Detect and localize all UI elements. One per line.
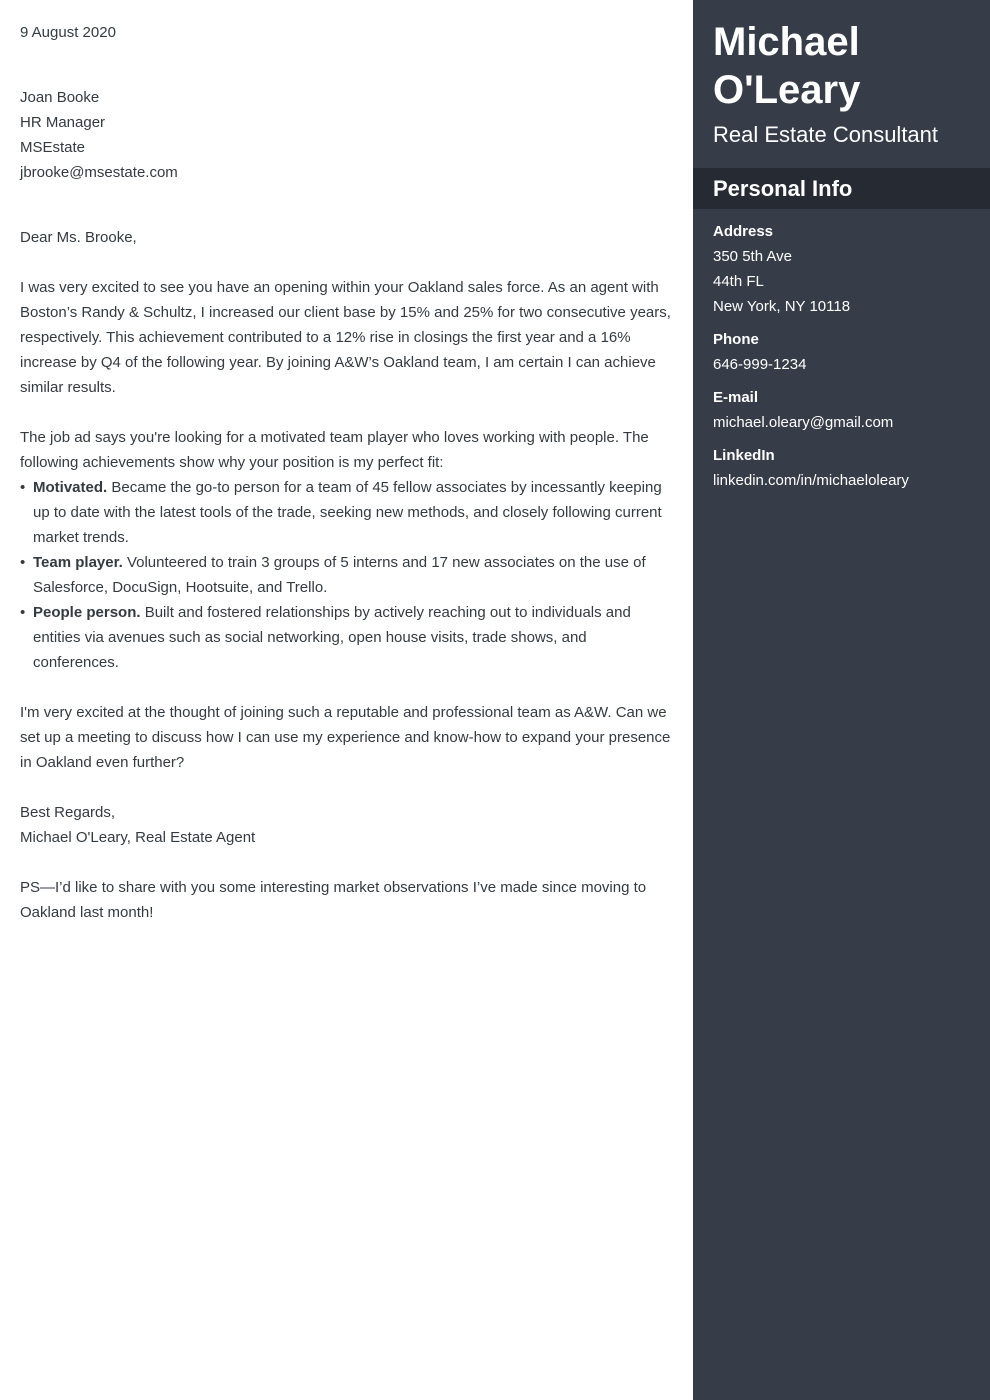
achievement-item [20,550,673,600]
applicant-role: Real Estate Consultant [713,122,939,147]
sidebar [693,0,990,1400]
linkedin-label: LinkedIn [713,447,775,464]
achievement-lead: Motivated. [33,479,108,496]
achievement-item [20,600,673,675]
address-line: 350 5th Ave [713,248,792,265]
linkedin-value: linkedin.com/in/michaeloleary [713,472,909,489]
recipient-name: Joan Booke [20,89,100,106]
applicant-name [713,18,970,114]
address-line: New York, NY 10118 [713,298,851,315]
personal-info-heading: Personal Info [693,168,990,209]
phone-value: 646-999-1234 [713,356,807,373]
closing-phrase: Best Regards, [20,804,116,821]
sign-off-block [20,800,673,850]
achievement-text: Volunteered to train 3 groups of 5 interns and 17 new associates on the use of Salesforce, DocuSign, Hootsuite, and Trello. [33,554,646,596]
achievement-list [20,475,673,675]
recipient-block [20,85,673,185]
paragraph-achievements-intro: The job ad says you're looking for a motivated team player who loves working with people. The following achievements show why your position is my perfect fit: [20,429,649,471]
achievement-text: Built and fostered relationships by actively reaching out to individuals and entities via avenues such as social networking, open house visits, trade shows, and conferences. [33,604,631,671]
achievement-lead: People person. [33,604,141,621]
paragraph-intro: I was very excited to see you have an opening within your Oakland sales force. As an agent with Boston’s Randy & Schultz, I increased our client base by 15% and 25% for two consecutive years, respectively. This achievement contributed to a 12% rise in closings the first year and a 16% increase by Q4 of the following year. By joining A&W’s Oakland team, I am certain I can achieve similar results. [20,279,671,396]
achievement-item [20,475,673,550]
recipient-title: HR Manager [20,114,106,131]
signature: Michael O'Leary, Real Estate Agent [20,829,256,846]
letter-date: 9 August 2020 [20,24,116,41]
applicant-first-name: Michael [713,20,860,64]
address-label: Address [713,223,774,240]
sidebar-header [693,0,990,168]
paragraph-closing: I'm very excited at the thought of joining such a reputable and professional team as A&W. Can we set up a meeting to discuss how I can use my experience and know-how to expand your presence in Oakland even further? [20,704,671,771]
address-line: 44th FL [713,273,764,290]
achievement-lead: Team player. [33,554,123,571]
salutation: Dear Ms. Brooke, [20,229,137,246]
achievement-text: Became the go-to person for a team of 45 fellow associates by incessantly keeping up to date with the latest tools of the trade, seeking new methods, and closely following current market trends. [33,479,662,546]
phone-label: Phone [713,331,759,348]
recipient-company: MSEstate [20,139,86,156]
personal-info [693,209,990,493]
email-value: michael.oleary@gmail.com [713,414,894,431]
recipient-email: jbrooke@msestate.com [20,164,178,181]
email-label: E-mail [713,389,759,406]
applicant-last-name: O'Leary [713,68,861,112]
postscript: PS—I’d like to share with you some interesting market observations I’ve made since moving to Oakland last month! [20,879,647,921]
